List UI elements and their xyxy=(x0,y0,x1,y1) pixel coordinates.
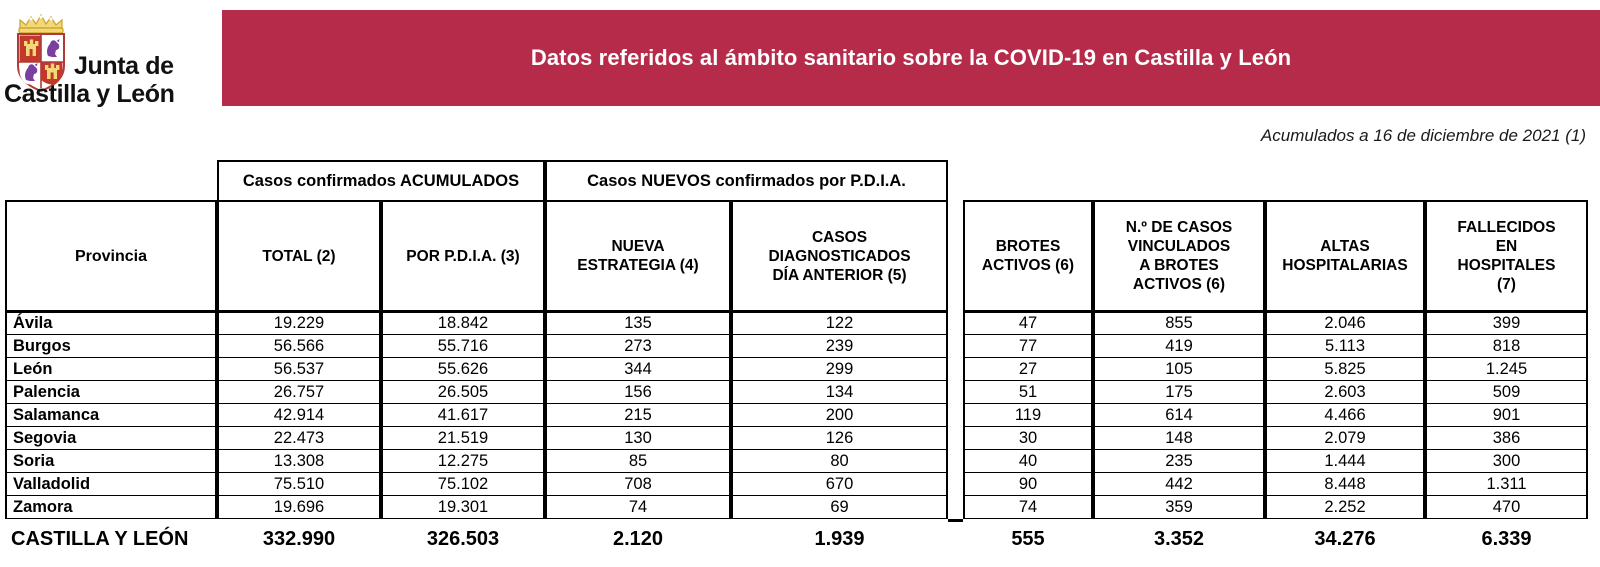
table-header-cell-total[interactable] xyxy=(217,200,381,312)
table-group-header-label: Casos NUEVOS confirmados por P.D.I.A. xyxy=(587,171,906,190)
table-cell-fallecidos: 509 xyxy=(1425,381,1588,404)
table-cell-total: 19.229 xyxy=(217,312,381,335)
table-cell-vinculados: 855 xyxy=(1093,312,1265,335)
table-header-label: FALLECIDOS EN HOSPITALES (7) xyxy=(1457,219,1556,293)
table-row[interactable] xyxy=(5,496,1590,519)
table-row[interactable] xyxy=(5,404,1590,427)
total-cell-dia_anterior: 1.939 xyxy=(731,519,948,559)
table-header-cell-provincia[interactable] xyxy=(5,200,217,312)
table-header-label: TOTAL (2) xyxy=(262,247,336,265)
table-cell-brotes_activos: 90 xyxy=(963,473,1093,496)
table-cell-vinculados: 235 xyxy=(1093,450,1265,473)
table-group-header-label: Casos confirmados ACUMULADOS xyxy=(242,171,520,190)
table-cell-por_pdia: 19.301 xyxy=(381,496,545,519)
table-cell-total: 56.537 xyxy=(217,358,381,381)
table-row[interactable] xyxy=(5,450,1590,473)
table-header-row xyxy=(5,200,1590,312)
table-header-label: BROTES ACTIVOS (6) xyxy=(981,238,1075,274)
table-header-cell-brotes_activos[interactable] xyxy=(963,200,1093,312)
table-cell-por_pdia: 26.505 xyxy=(381,381,545,404)
table-cell-fallecidos: 1.311 xyxy=(1425,473,1588,496)
table-cell-brotes_activos: 74 xyxy=(963,496,1093,519)
total-cell-total: 332.990 xyxy=(217,519,381,559)
table-cell-dia_anterior: 134 xyxy=(731,381,948,404)
table-cell-brotes_activos: 51 xyxy=(963,381,1093,404)
table-cell-fallecidos: 386 xyxy=(1425,427,1588,450)
table-cell-por_pdia: 21.519 xyxy=(381,427,545,450)
table-cell-provincia: Ávila xyxy=(5,312,217,335)
table-cell-nueva_estrategia: 344 xyxy=(545,358,731,381)
table-cell-altas: 2.079 xyxy=(1265,427,1425,450)
table-cell-total: 19.696 xyxy=(217,496,381,519)
table-cell-fallecidos: 818 xyxy=(1425,335,1588,358)
table-cell-vinculados: 442 xyxy=(1093,473,1265,496)
table-cell-total: 56.566 xyxy=(217,335,381,358)
table-cell-provincia: Soria xyxy=(5,450,217,473)
table-cell-total: 26.757 xyxy=(217,381,381,404)
table-cell-nueva_estrategia: 708 xyxy=(545,473,731,496)
table-header-cell-nueva_estrategia[interactable] xyxy=(545,200,731,312)
table-row[interactable] xyxy=(5,358,1590,381)
table-header-cell-vinculados[interactable] xyxy=(1093,200,1265,312)
table-cell-nueva_estrategia: 156 xyxy=(545,381,731,404)
table-cell-dia_anterior: 69 xyxy=(731,496,948,519)
table-cell-brotes_activos: 40 xyxy=(963,450,1093,473)
total-cell-altas: 34.276 xyxy=(1265,519,1425,559)
table-cell-dia_anterior: 299 xyxy=(731,358,948,381)
table-cell-total: 75.510 xyxy=(217,473,381,496)
table-cell-altas: 8.448 xyxy=(1265,473,1425,496)
table-cell-brotes_activos: 119 xyxy=(963,404,1093,427)
table-row[interactable] xyxy=(5,473,1590,496)
table-cell-altas: 1.444 xyxy=(1265,450,1425,473)
table-header-cell-por_pdia[interactable] xyxy=(381,200,545,312)
table-header-cell-fallecidos[interactable] xyxy=(1425,200,1588,312)
table-cell-por_pdia: 18.842 xyxy=(381,312,545,335)
table-cell-vinculados: 359 xyxy=(1093,496,1265,519)
table-cell-vinculados: 175 xyxy=(1093,381,1265,404)
total-cell-provincia: CASTILLA Y LEÓN xyxy=(5,519,223,559)
table-cell-nueva_estrategia: 74 xyxy=(545,496,731,519)
table-header-label: POR P.D.I.A. (3) xyxy=(406,247,520,265)
table-body xyxy=(5,312,1590,519)
table-cell-nueva_estrategia: 215 xyxy=(545,404,731,427)
table-cell-altas: 5.825 xyxy=(1265,358,1425,381)
table-cell-provincia: Zamora xyxy=(5,496,217,519)
table-group-header-1 xyxy=(545,160,948,200)
table-cell-altas: 2.046 xyxy=(1265,312,1425,335)
table-row[interactable] xyxy=(5,427,1590,450)
table-cell-brotes_activos: 27 xyxy=(963,358,1093,381)
table-header-label: NUEVA ESTRATEGIA (4) xyxy=(577,238,699,274)
table-cell-vinculados: 105 xyxy=(1093,358,1265,381)
table-header-label: CASOS DIAGNOSTICADOS DÍA ANTERIOR (5) xyxy=(768,228,911,284)
table-cell-fallecidos: 470 xyxy=(1425,496,1588,519)
table-cell-altas: 2.252 xyxy=(1265,496,1425,519)
accumulated-date-note: Acumulados a 16 de diciembre de 2021 (1) xyxy=(1260,126,1586,145)
table-row[interactable] xyxy=(5,312,1590,335)
table-cell-total: 22.473 xyxy=(217,427,381,450)
page-title: Datos referidos al ámbito sanitario sobre la COVID-19 en Castilla y León xyxy=(530,45,1292,70)
table-cell-vinculados: 419 xyxy=(1093,335,1265,358)
page-banner xyxy=(222,10,1600,106)
table-cell-vinculados: 148 xyxy=(1093,427,1265,450)
table-cell-fallecidos: 901 xyxy=(1425,404,1588,427)
table-cell-total: 42.914 xyxy=(217,404,381,427)
table-cell-provincia: León xyxy=(5,358,217,381)
table-cell-brotes_activos: 77 xyxy=(963,335,1093,358)
table-cell-dia_anterior: 126 xyxy=(731,427,948,450)
table-row[interactable] xyxy=(5,381,1590,404)
table-cell-brotes_activos: 47 xyxy=(963,312,1093,335)
table-cell-provincia: Valladolid xyxy=(5,473,217,496)
table-cell-por_pdia: 75.102 xyxy=(381,473,545,496)
total-cell-por_pdia: 326.503 xyxy=(381,519,545,559)
table-header-cell-altas[interactable] xyxy=(1265,200,1425,312)
table-group-header-0 xyxy=(217,160,545,200)
table-cell-dia_anterior: 122 xyxy=(731,312,948,335)
table-cell-vinculados: 614 xyxy=(1093,404,1265,427)
table-cell-brotes_activos: 30 xyxy=(963,427,1093,450)
table-cell-provincia: Palencia xyxy=(5,381,217,404)
covid-data-table xyxy=(5,160,1590,560)
table-row[interactable] xyxy=(5,335,1590,358)
table-cell-por_pdia: 12.275 xyxy=(381,450,545,473)
table-header-label: ALTAS HOSPITALARIAS xyxy=(1282,238,1408,274)
table-group-header-row xyxy=(5,160,1590,200)
table-cell-dia_anterior: 200 xyxy=(731,404,948,427)
table-cell-nueva_estrategia: 135 xyxy=(545,312,731,335)
table-header-label: Provincia xyxy=(74,247,148,265)
table-header-label: N.º DE CASOS VINCULADOS A BROTES ACTIVOS (6) xyxy=(1125,219,1233,293)
table-cell-total: 13.308 xyxy=(217,450,381,473)
table-cell-por_pdia: 55.626 xyxy=(381,358,545,381)
table-cell-altas: 4.466 xyxy=(1265,404,1425,427)
table-cell-nueva_estrategia: 85 xyxy=(545,450,731,473)
table-cell-dia_anterior: 80 xyxy=(731,450,948,473)
table-cell-dia_anterior: 239 xyxy=(731,335,948,358)
table-cell-altas: 2.603 xyxy=(1265,381,1425,404)
table-cell-altas: 5.113 xyxy=(1265,335,1425,358)
table-cell-por_pdia: 55.716 xyxy=(381,335,545,358)
table-cell-fallecidos: 300 xyxy=(1425,450,1588,473)
total-cell-vinculados: 3.352 xyxy=(1093,519,1265,559)
table-cell-nueva_estrategia: 273 xyxy=(545,335,731,358)
table-cell-provincia: Segovia xyxy=(5,427,217,450)
table-cell-nueva_estrategia: 130 xyxy=(545,427,731,450)
table-header-cell-dia_anterior[interactable] xyxy=(731,200,948,312)
total-cell-brotes_activos: 555 xyxy=(963,519,1093,559)
brand-line-castilla-y-leon: Castilla y León xyxy=(4,80,175,108)
table-cell-fallecidos: 1.245 xyxy=(1425,358,1588,381)
table-cell-provincia: Burgos xyxy=(5,335,217,358)
junta-logo xyxy=(4,8,204,113)
total-cell-nueva_estrategia: 2.120 xyxy=(545,519,731,559)
table-cell-fallecidos: 399 xyxy=(1425,312,1588,335)
table-cell-provincia: Salamanca xyxy=(5,404,217,427)
brand-line-junta-de: Junta de xyxy=(74,52,174,80)
table-cell-dia_anterior: 670 xyxy=(731,473,948,496)
total-cell-fallecidos: 6.339 xyxy=(1425,519,1588,559)
table-total-row xyxy=(5,519,1590,559)
table-cell-por_pdia: 41.617 xyxy=(381,404,545,427)
